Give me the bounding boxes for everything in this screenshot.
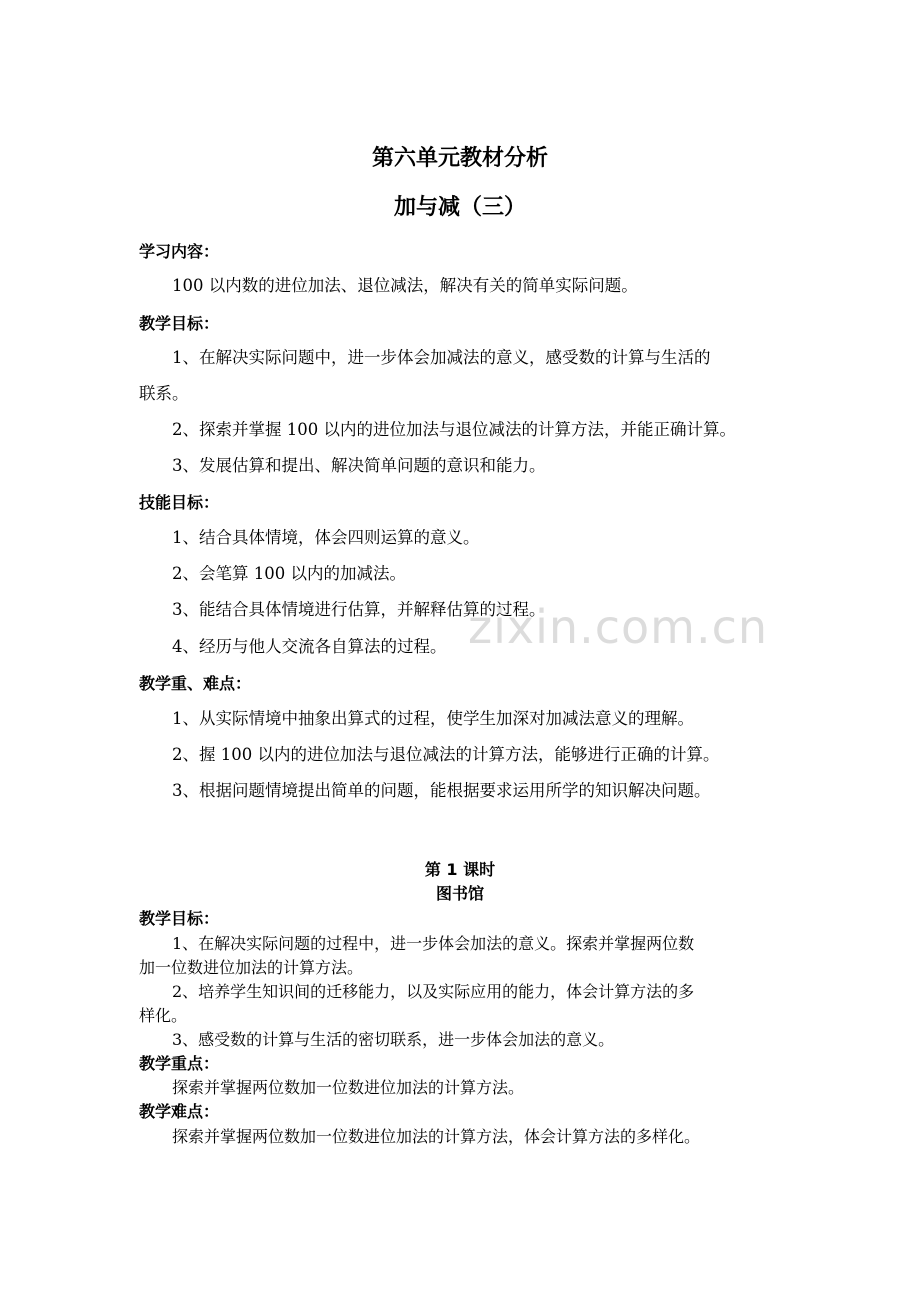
- watermark: zixin.com.cn: [468, 600, 769, 654]
- document-subtitle: 加与减（三）: [393, 195, 526, 220]
- lesson-focus-text: 探索并掌握两位数加一位数进位加法的计算方法。: [172, 1078, 525, 1097]
- skill-item: 1、结合具体情境，体会四则运算的意义。: [172, 528, 480, 547]
- lesson-goal-item: 样化。: [139, 1006, 188, 1025]
- content-text: 100 以内数的进位加法、退位减法，解决有关的简单实际问题。: [172, 276, 638, 295]
- lesson-goal-item: 1、在解决实际问题的过程中，进一步体会加法的意义。探索并掌握两位数: [172, 934, 695, 953]
- content-heading: 学习内容：: [139, 242, 220, 261]
- key-point-item: 1、从实际情境中抽象出算式的过程，使学生加深对加减法意义的理解。: [172, 709, 694, 728]
- goal-item: 3、发展估算和提出、解决简单问题的意识和能力。: [172, 456, 546, 475]
- goal-item: 2、探索并掌握 100 以内的进位加法与退位减法的计算方法，并能正确计算。: [172, 420, 736, 439]
- goals-heading: 教学目标：: [139, 314, 220, 333]
- goal-item: 1、在解决实际问题中，进一步体会加减法的意义，感受数的计算与生活的: [172, 348, 711, 367]
- lesson-goal-item: 加一位数进位加法的计算方法。: [139, 958, 364, 977]
- skill-item: 4、经历与他人交流各自算法的过程。: [172, 637, 447, 656]
- lesson-name: 图书馆: [435, 884, 484, 903]
- lesson-difficulty-heading: 教学难点：: [139, 1102, 220, 1121]
- skills-heading: 技能目标：: [139, 493, 220, 512]
- key-points-heading: 教学重、难点：: [139, 674, 252, 693]
- goal-item: 联系。: [139, 384, 189, 403]
- lesson-goal-item: 2、培养学生知识间的迁移能力，以及实际应用的能力，体会计算方法的多: [172, 982, 695, 1001]
- key-point-item: 2、握 100 以内的进位加法与退位减法的计算方法，能够进行正确的计算。: [172, 745, 720, 764]
- document-title: 第六单元教材分析: [371, 146, 548, 171]
- key-point-item: 3、根据问题情境提出简单的问题，能根据要求运用所学的知识解决问题。: [172, 781, 711, 800]
- lesson-difficulty-text: 探索并掌握两位数加一位数进位加法的计算方法，体会计算方法的多样化。: [172, 1127, 701, 1146]
- skill-item: 3、能结合具体情境进行估算，并解释估算的过程。: [172, 600, 546, 619]
- lesson-number: 第 1 课时: [424, 860, 496, 879]
- lesson-focus-heading: 教学重点：: [139, 1054, 220, 1073]
- lesson-goal-item: 3、感受数的计算与生活的密切联系，进一步体会加法的意义。: [172, 1030, 615, 1049]
- lesson-goals-heading: 教学目标：: [139, 909, 220, 928]
- skill-item: 2、会笔算 100 以内的加减法。: [172, 564, 406, 583]
